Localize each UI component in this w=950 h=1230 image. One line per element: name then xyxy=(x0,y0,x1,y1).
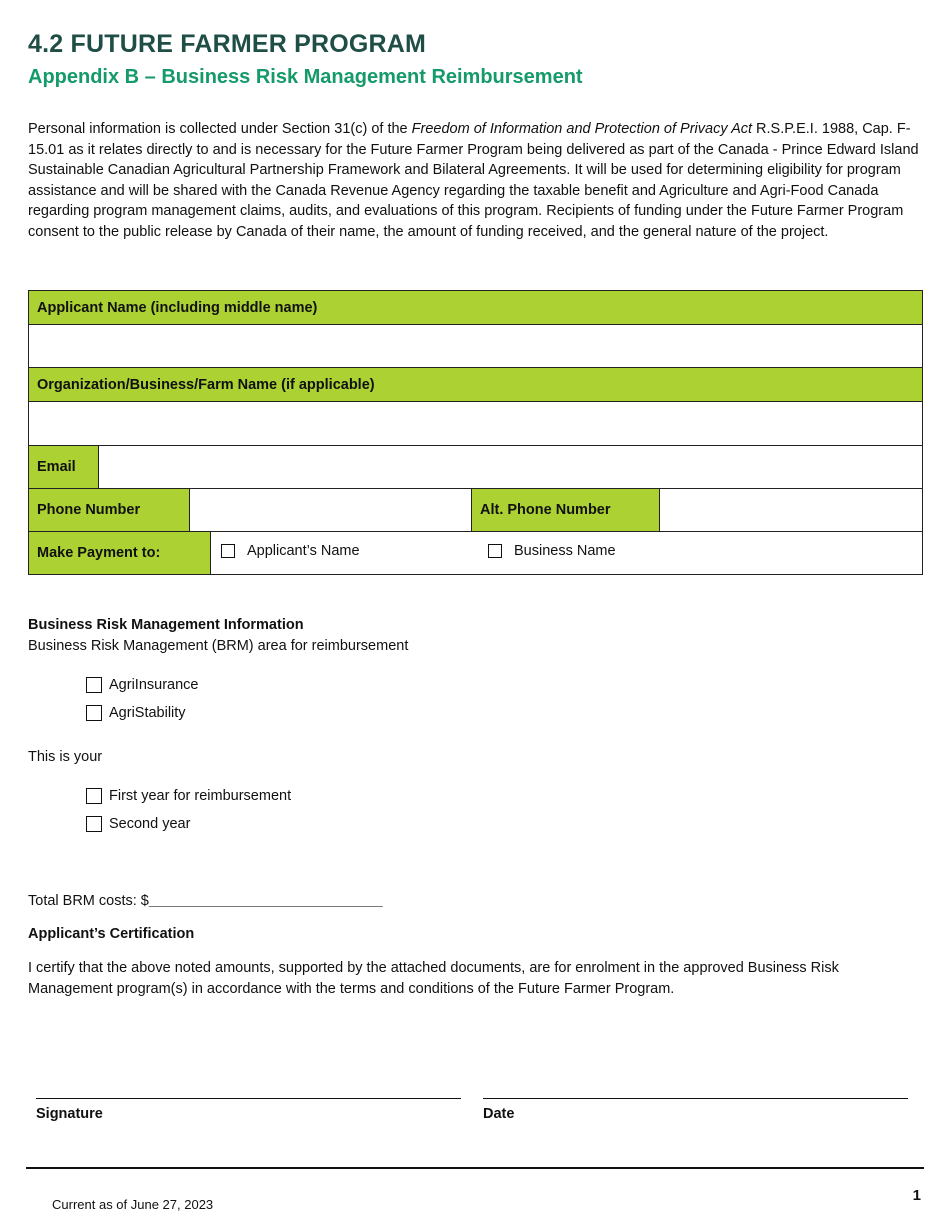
email-label: Email xyxy=(29,446,99,488)
signature-label: Signature xyxy=(36,1106,103,1122)
brm-option-agriinsurance[interactable] xyxy=(86,677,198,693)
applicant-name-label-row xyxy=(28,290,923,325)
payment-row xyxy=(28,532,923,575)
total-brm-field[interactable]: _____________________________ xyxy=(148,893,383,909)
phone-label: Phone Number xyxy=(29,489,190,531)
payment-option-label: Applicant’s Name xyxy=(247,543,360,559)
checkbox-icon[interactable] xyxy=(86,677,102,693)
alt-phone-label: Alt. Phone Number xyxy=(471,489,660,531)
certification-heading: Applicant’s Certification xyxy=(28,926,195,942)
phone-field[interactable] xyxy=(190,489,471,531)
signature-line[interactable] xyxy=(36,1098,461,1099)
year-option-first[interactable] xyxy=(86,788,291,804)
organization-value[interactable] xyxy=(29,402,922,445)
date-line[interactable] xyxy=(483,1098,908,1099)
applicant-name-value[interactable] xyxy=(29,325,922,367)
brm-option-label: AgriInsurance xyxy=(109,677,199,693)
date-label: Date xyxy=(483,1106,515,1122)
organization-label-row xyxy=(28,368,923,402)
footer-date: Current as of June 27, 2023 xyxy=(52,1197,214,1212)
total-brm-costs xyxy=(28,893,383,909)
payment-label: Make Payment to: xyxy=(29,532,211,574)
year-option-label: Second year xyxy=(109,816,191,832)
checkbox-icon[interactable] xyxy=(221,544,235,558)
alt-phone-field[interactable] xyxy=(660,489,922,531)
payment-option-business[interactable] xyxy=(488,543,616,559)
payment-option-label: Business Name xyxy=(514,543,616,559)
year-prompt: This is your xyxy=(28,749,103,765)
year-option-label: First year for reimbursement xyxy=(109,788,292,804)
page-number: 1 xyxy=(912,1187,921,1204)
checkbox-icon[interactable] xyxy=(86,705,102,721)
organization-field[interactable] xyxy=(28,402,923,446)
page-title: 4.2 FUTURE FARMER PROGRAM xyxy=(28,30,427,58)
payment-option-applicant[interactable] xyxy=(221,543,360,559)
privacy-text-1: Personal information is collected under Section 31(c) of the xyxy=(28,121,412,137)
page-subtitle: Appendix B – Business Risk Management Reimbursement xyxy=(28,66,583,88)
year-option-second[interactable] xyxy=(86,816,190,832)
privacy-text-2: R.S.P.E.I. 1988, Cap. F-15.01 as it relates directly to and is necessary for the Future Farmer Program being delivered as part of the Canada - Prince Edward Island Sustainable Canadian Agricultural Partnership Framework and Bilateral Agreements. It will be used for determining eligibility for program assistance and will be shared with the Canada Revenue Agency regarding the taxable benefit and Agriculture and Agri-Food Canada regarding program management claims, audits, and evaluations of this program. Recipients of funding under the Future Farmer Program consent to the public release by Canada of their name, the amount of funding received, and the general nature of the project. xyxy=(28,121,919,240)
checkbox-icon[interactable] xyxy=(488,544,502,558)
email-field[interactable] xyxy=(99,446,922,488)
applicant-name-label: Applicant Name (including middle name) xyxy=(37,299,318,316)
phone-row xyxy=(28,489,923,532)
email-row xyxy=(28,446,923,489)
footer-divider xyxy=(26,1167,924,1169)
brm-area-prompt: Business Risk Management (BRM) area for reimbursement xyxy=(28,638,409,654)
brm-heading: Business Risk Management Information xyxy=(28,617,304,633)
organization-label: Organization/Business/Farm Name (if applicable) xyxy=(37,376,375,393)
applicant-name-field[interactable] xyxy=(28,325,923,368)
total-brm-label: Total BRM costs: $ xyxy=(28,893,149,909)
checkbox-icon[interactable] xyxy=(86,816,102,832)
privacy-notice xyxy=(28,119,923,242)
privacy-act-name: Freedom of Information and Protection of Privacy Act xyxy=(411,121,753,137)
brm-option-agristability[interactable] xyxy=(86,705,186,721)
brm-option-label: AgriStability xyxy=(109,705,186,721)
certification-text: I certify that the above noted amounts, supported by the attached documents, are for enrolment in the approved Business Risk Management program(s) in accordance with the terms and conditions of the Future Farmer Program. xyxy=(28,960,839,997)
checkbox-icon[interactable] xyxy=(86,788,102,804)
